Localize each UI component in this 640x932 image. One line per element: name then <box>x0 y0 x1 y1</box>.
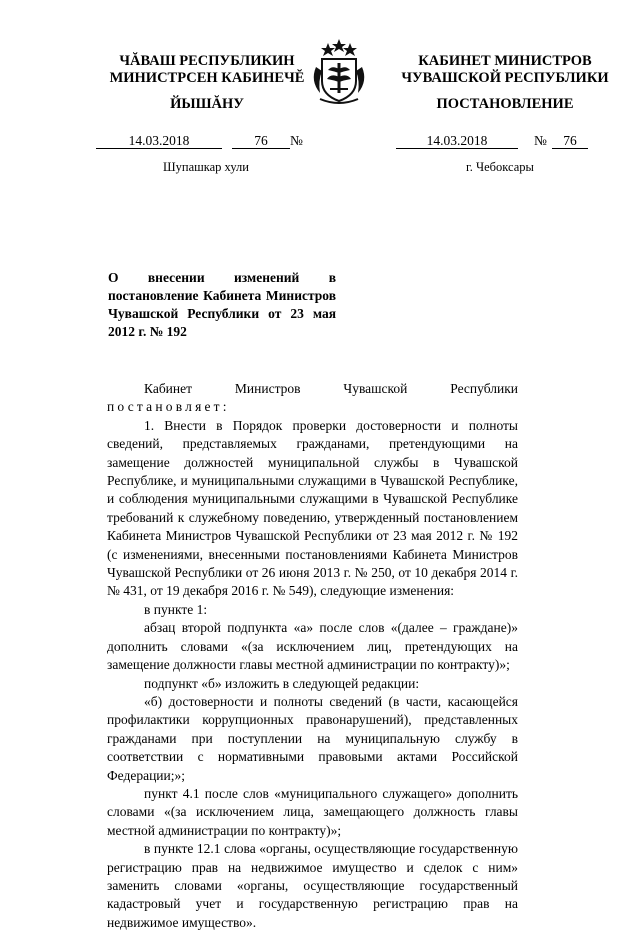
left-organization-header <box>92 53 322 87</box>
chuvash-emblem-icon <box>306 37 372 107</box>
left-org-line-2: МИНИСТРСЕН КАБИНЕЧĔ <box>109 70 305 86</box>
left-number-sign: № <box>290 133 303 148</box>
left-date-number-line <box>96 133 316 151</box>
left-city: Шупашкар хули <box>163 160 249 174</box>
left-doctype: ЙЫШĂНУ <box>170 96 244 112</box>
intro-suffix: : <box>222 399 227 415</box>
left-org-line-1: ЧĂВАШ РЕСПУБЛИКИН <box>119 53 295 69</box>
right-city: г. Чебоксары <box>466 160 534 174</box>
body-paragraph-7: в пункте 12.1 слова «органы, осуществляющие государственную регистрацию прав на недвижимое имущество и сделок с ним» заменить словами «органы, осуществляющие государственный кадастровый учет и государственную регистрацию прав на недвижимое имущество». <box>107 841 518 930</box>
left-number-field: 76 <box>232 133 290 149</box>
right-organization-header <box>396 53 614 87</box>
right-doctype: ПОСТАНОВЛЕНИЕ <box>436 96 574 112</box>
left-date-field: 14.03.2018 <box>96 133 222 149</box>
intro-paragraph <box>107 380 518 417</box>
intro-verb: постановляет <box>107 399 223 415</box>
body-paragraph-1: 1. Внести в Порядок проверки достоверности и полноты сведений, представляемых гражданами, претендующими на замещение должностей муниципальной службы в Чувашской Республике, и муниципальными служащими в Чувашской Республике, и соблюдения муниципальными служащими в Чувашской Республике требований к служебному поведению, утвержденный постановлением Кабинета Министров Чувашской Республики от 23 мая 2012 г. № 192 (с изменениями, внесенными постановлениями Кабинета Министров Чувашской Республики от 26 июня 2013 г. № 250, от 10 декабря 2014 г. № 431, от 19 декабря 2016 г. № 549), следующие изменения: <box>107 417 518 599</box>
body-paragraph-2: в пункте 1: <box>144 601 208 617</box>
body-paragraph-6: пункт 4.1 после слов «муниципального служащего» дополнить словами «(за исключением лица, замещающего должность главы местной администрации по контракту)»; <box>107 785 518 838</box>
right-date-field: 14.03.2018 <box>396 133 518 149</box>
right-org-line-1: КАБИНЕТ МИНИСТРОВ <box>418 53 592 69</box>
right-number-field: 76 <box>552 133 588 149</box>
body-paragraph-4: подпункт «б» изложить в следующей редакции: <box>144 675 420 691</box>
document-body <box>107 380 518 932</box>
body-paragraph-5: «б) достоверности и полноты сведений (в части, касающейся профилактики коррупционных правонарушений), представленных гражданами при поступлении на муниципальную службу в соответствии с нормативными правовыми актами Российской Федерации;»; <box>107 693 518 783</box>
body-paragraph-3: абзац второй подпункта «а» после слов «(далее – граждане)» дополнить словами «(за исключением лиц, претендующих на замещение должности главы местной администрации по контракту)»; <box>107 620 518 673</box>
right-number-sign: № <box>534 133 547 148</box>
intro-prefix: Кабинет Министров Чувашской Республики <box>144 381 518 396</box>
document-subject: О внесении изменений в постановление Кабинета Министров Чувашской Республики от 23 мая 2012 г. № 192 <box>108 270 336 339</box>
right-org-line-2: ЧУВАШСКОЙ РЕСПУБЛИКИ <box>401 70 609 86</box>
right-date-number-line <box>396 133 596 151</box>
